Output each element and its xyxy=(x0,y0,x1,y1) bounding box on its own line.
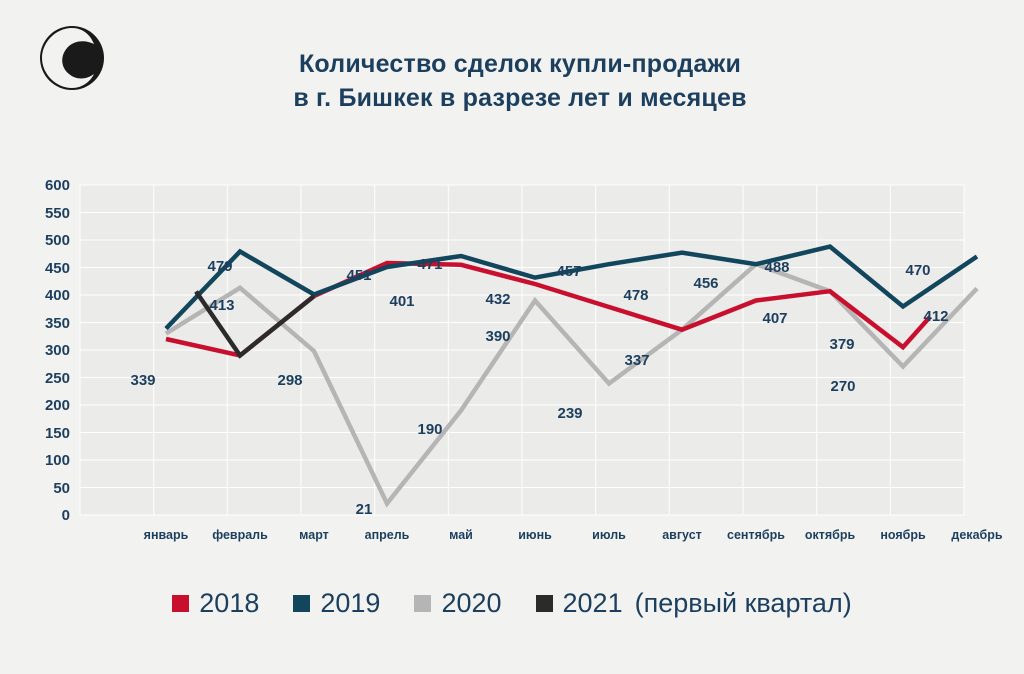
x-tick-10: ноябрь xyxy=(880,528,926,542)
y-tick-0: 0 xyxy=(61,507,70,524)
y-tick-450: 450 xyxy=(44,259,70,277)
chart-legend xyxy=(0,588,1024,619)
y-tick-400: 400 xyxy=(44,287,70,304)
legend-swatch-icon xyxy=(172,595,189,612)
legend-swatch-icon xyxy=(293,595,310,612)
x-tick-11: декабрь xyxy=(951,528,1003,542)
point-value-label: 478 xyxy=(623,287,649,304)
y-tick-250: 250 xyxy=(44,369,70,387)
y-tick-100: 100 xyxy=(44,452,70,469)
title-line-1: Количество сделок купли-продажи xyxy=(298,50,742,78)
legend-label: 2019 xyxy=(320,588,381,618)
x-tick-9: октябрь xyxy=(804,528,856,542)
point-value-label: 413 xyxy=(209,297,235,314)
legend-item-2021[interactable] xyxy=(536,588,623,619)
x-tick-4: май xyxy=(449,528,473,542)
company-logo xyxy=(36,22,108,94)
legend-item-2019[interactable] xyxy=(293,588,380,619)
title-line-2: в г. Бишкек в разрезе лет и месяцев xyxy=(293,83,747,112)
y-tick-200: 200 xyxy=(44,397,70,414)
point-value-label: 470 xyxy=(905,262,931,279)
page-title xyxy=(160,48,880,116)
y-tick-500: 500 xyxy=(44,232,70,249)
x-tick-5: июнь xyxy=(518,528,552,542)
point-value-label: 412 xyxy=(923,308,949,325)
point-value-label: 239 xyxy=(557,405,583,422)
chart-plot-svg xyxy=(0,150,1024,570)
point-value-label: 488 xyxy=(764,259,790,276)
legend-item-2020[interactable] xyxy=(414,588,501,619)
x-tick-2: март xyxy=(299,528,329,542)
legend-label: 2018 xyxy=(199,588,260,618)
y-tick-550: 550 xyxy=(44,204,70,222)
point-value-label: 479 xyxy=(207,258,233,275)
x-tick-3: апрель xyxy=(364,528,410,542)
point-value-label: 337 xyxy=(624,352,650,369)
point-value-label: 190 xyxy=(417,421,443,438)
legend-swatch-icon xyxy=(536,595,553,612)
x-tick-0: январь xyxy=(143,528,189,542)
point-value-label: 21 xyxy=(355,501,373,518)
point-value-label: 407 xyxy=(762,310,788,327)
legend-swatch-icon xyxy=(414,595,431,612)
point-value-label: 432 xyxy=(485,291,511,308)
line-chart xyxy=(0,150,1024,570)
point-value-label: 339 xyxy=(130,372,156,389)
x-tick-8: сентябрь xyxy=(727,528,785,542)
point-value-label: 298 xyxy=(277,372,303,389)
legend-item-2018[interactable] xyxy=(172,588,259,619)
x-tick-6: июль xyxy=(592,528,626,542)
y-tick-50: 50 xyxy=(53,479,70,497)
point-value-label: 451 xyxy=(346,267,372,284)
legend-label: 2021 xyxy=(562,588,623,618)
point-value-label: 457 xyxy=(556,263,582,280)
legend-label: 2020 xyxy=(441,588,502,618)
point-value-label: 456 xyxy=(693,275,719,292)
point-value-label: 401 xyxy=(389,293,415,310)
y-tick-300: 300 xyxy=(44,342,70,359)
legend-note: (первый квартал) xyxy=(634,588,852,618)
y-tick-350: 350 xyxy=(44,314,70,332)
x-tick-1: февраль xyxy=(212,528,268,542)
point-value-label: 471 xyxy=(417,256,443,273)
point-value-label: 379 xyxy=(829,336,855,353)
y-tick-150: 150 xyxy=(44,424,70,442)
point-value-label: 270 xyxy=(830,378,856,395)
x-tick-7: август xyxy=(662,528,702,542)
y-tick-600: 600 xyxy=(44,177,70,194)
point-value-label: 390 xyxy=(485,328,511,345)
